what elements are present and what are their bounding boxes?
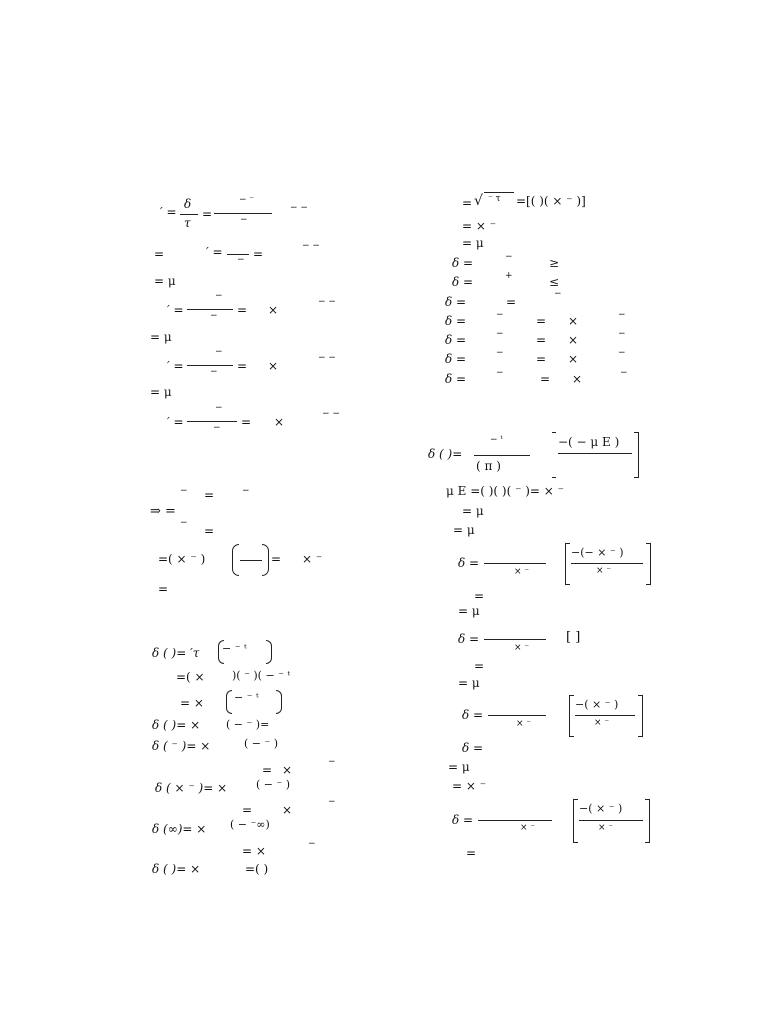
eq-fragment: = <box>474 659 485 673</box>
eq-fragment: −( × ⁻ ) <box>575 698 619 711</box>
eq-fragment: =( × ⁻ ) <box>158 552 206 566</box>
fraction-bar <box>187 421 237 422</box>
eq-fragment: √ <box>474 193 483 209</box>
eq-fragment: ′ = <box>160 205 177 219</box>
eq-fragment: ′ = <box>206 245 223 259</box>
eq-fragment: ′ = <box>167 303 184 317</box>
fraction-bar <box>579 820 643 821</box>
fraction-bar <box>240 560 262 561</box>
eq-fragment: = <box>204 488 215 502</box>
eq-fragment: −(− × ⁻ ) <box>571 546 624 559</box>
eq-fragment: [ ] <box>566 630 581 645</box>
eq-fragment: − <box>242 486 250 496</box>
right-bracket <box>645 799 650 843</box>
eq-fragment: × ⁻ <box>514 643 530 653</box>
eq-fragment: δ = <box>452 256 474 270</box>
eq-fragment: × <box>568 314 579 328</box>
eq-fragment: −( × ⁻ ) <box>579 802 623 815</box>
eq-fragment: δ = <box>458 556 480 570</box>
eq-fragment: × ⁻ <box>520 823 536 833</box>
eq-fragment: = μ <box>150 385 172 399</box>
eq-fragment: = μ <box>462 504 484 518</box>
eq-fragment: − <box>308 839 316 849</box>
right-bracket <box>634 432 639 478</box>
eq-fragment: − <box>215 347 223 357</box>
eq-fragment: δ = <box>452 813 474 827</box>
left-paren <box>218 640 224 664</box>
radical-bar <box>484 192 514 193</box>
eq-fragment: δ ( × ⁻ )= × <box>155 781 228 795</box>
eq-fragment: − <box>213 423 221 433</box>
eq-fragment: μ E =( )( )( ⁻ )= × ⁻ <box>446 484 564 498</box>
eq-fragment: =[( )( × ⁻ )] <box>516 194 586 208</box>
fraction-bar <box>180 214 198 215</box>
right-paren <box>266 640 272 664</box>
eq-fragment: = × ⁻ <box>462 219 497 233</box>
eq-fragment: = μ <box>154 274 176 288</box>
eq-fragment: δ = <box>445 314 467 328</box>
eq-fragment: − <box>328 757 336 767</box>
eq-fragment: δ = <box>452 275 474 289</box>
eq-fragment: δ = <box>462 741 484 755</box>
fraction-bar <box>187 309 233 310</box>
eq-fragment: − <box>496 368 504 378</box>
eq-fragment: × ⁻ <box>516 719 532 729</box>
eq-fragment: × <box>268 303 279 317</box>
right-bracket <box>638 695 643 737</box>
eq-fragment: = <box>271 552 282 566</box>
eq-fragment: − <box>505 252 513 262</box>
eq-fragment: − <box>215 403 223 413</box>
eq-fragment: = <box>237 359 248 373</box>
fraction-bar <box>488 715 546 716</box>
left-bracket <box>552 432 556 478</box>
eq-fragment: −( − μ E ) <box>558 435 620 449</box>
right-paren <box>276 690 282 714</box>
eq-fragment: δ = <box>445 333 467 347</box>
eq-fragment: × <box>274 415 285 429</box>
eq-fragment: δ = <box>445 352 467 366</box>
eq-fragment: − − <box>318 353 336 363</box>
eq-fragment: ≤ <box>549 275 560 289</box>
eq-fragment: − <box>180 486 188 496</box>
eq-fragment: − <box>620 368 628 378</box>
eq-fragment: − <box>554 289 562 299</box>
eq-fragment: × <box>572 372 583 386</box>
eq-fragment: =( × <box>176 670 205 684</box>
eq-fragment: δ (∞)= × <box>152 822 207 836</box>
eq-fragment: − <box>240 215 248 225</box>
left-bracket <box>565 543 570 585</box>
fraction-bar <box>474 455 530 456</box>
eq-fragment: − <box>496 310 504 320</box>
eq-fragment: ( − ⁻∞) <box>230 818 270 831</box>
eq-fragment: = <box>536 352 547 366</box>
eq-fragment: × ⁻ <box>598 823 614 833</box>
eq-fragment: δ = <box>458 632 480 646</box>
eq-fragment: δ <box>184 197 192 211</box>
eq-fragment: = <box>154 247 165 261</box>
eq-fragment: = <box>540 372 551 386</box>
fraction-bar <box>187 365 233 366</box>
eq-fragment: − <box>237 255 245 265</box>
eq-fragment: − − <box>290 203 308 213</box>
eq-fragment: ( π ) <box>476 459 501 473</box>
eq-fragment: δ ( )= × <box>152 718 201 732</box>
eq-fragment: ′ = <box>167 415 184 429</box>
eq-fragment: − <box>328 797 336 807</box>
eq-fragment: ( − ⁻ ) <box>244 737 279 750</box>
eq-fragment: × ⁻ <box>596 566 612 576</box>
eq-fragment: − <box>215 291 223 301</box>
fraction-bar <box>478 820 552 821</box>
eq-fragment: = μ <box>462 236 484 250</box>
left-bracket <box>573 799 578 843</box>
eq-fragment: × <box>568 352 579 366</box>
eq-fragment: δ ( ⁻ )= × <box>152 739 211 753</box>
eq-fragment: × ⁻ <box>594 718 610 728</box>
eq-fragment: − <box>618 329 626 339</box>
eq-fragment: ⁻ τ <box>488 194 501 204</box>
eq-fragment: =( ) <box>245 862 269 876</box>
eq-fragment: = <box>506 295 517 309</box>
eq-fragment: × <box>568 333 579 347</box>
right-paren <box>262 544 269 576</box>
eq-fragment: = <box>242 803 253 817</box>
eq-fragment: = μ <box>453 523 475 537</box>
eq-fragment: × <box>268 359 279 373</box>
eq-fragment: ( − ⁻ ) <box>256 778 291 791</box>
fraction-bar <box>484 563 546 564</box>
eq-fragment: = × <box>242 844 266 858</box>
eq-fragment: = × <box>180 696 204 710</box>
eq-fragment: = <box>237 303 248 317</box>
eq-fragment: − <box>180 518 188 528</box>
eq-fragment: δ = <box>445 295 467 309</box>
right-bracket <box>646 543 651 585</box>
eq-fragment: − − <box>322 409 340 419</box>
eq-fragment: − − <box>318 297 336 307</box>
eq-fragment: = <box>158 582 169 596</box>
eq-fragment: = μ <box>150 330 172 344</box>
eq-fragment: = × ⁻ <box>452 779 487 793</box>
eq-fragment: = <box>536 333 547 347</box>
eq-fragment: = <box>462 196 473 210</box>
fraction-bar <box>484 639 546 640</box>
eq-fragment: ⇒ = <box>150 504 176 519</box>
eq-fragment: )( ⁻ )( − ⁻ ᵗ <box>232 669 291 682</box>
eq-fragment: = <box>262 763 273 777</box>
fraction-bar <box>571 563 643 564</box>
eq-fragment: − <box>210 311 218 321</box>
left-paren <box>232 544 239 576</box>
eq-fragment: δ = <box>445 372 467 386</box>
eq-fragment: δ = <box>462 708 484 722</box>
eq-fragment: − <box>496 348 504 358</box>
eq-fragment: ( − ⁻ )= <box>226 718 270 731</box>
eq-fragment: = <box>204 524 215 538</box>
eq-fragment: × <box>282 803 293 817</box>
fraction-bar <box>214 213 272 214</box>
eq-fragment: + <box>505 271 513 281</box>
eq-fragment: δ ( )= ′τ <box>152 646 200 660</box>
eq-fragment: − ⁻ <box>239 195 255 205</box>
eq-fragment: − <box>618 310 626 320</box>
eq-fragment: = μ <box>458 676 480 690</box>
eq-fragment: ′ = <box>167 359 184 373</box>
eq-fragment: ≥ <box>549 256 560 270</box>
eq-fragment: × <box>282 763 293 777</box>
eq-fragment: δ ( )= <box>428 447 463 461</box>
eq-fragment: = μ <box>458 604 480 618</box>
left-paren <box>226 690 232 714</box>
eq-fragment: − <box>618 348 626 358</box>
eq-fragment: − − <box>302 241 320 251</box>
eq-fragment: − ⁻ ᵗ <box>234 691 259 704</box>
eq-fragment: τ <box>184 216 191 230</box>
eq-fragment: − <box>210 367 218 377</box>
eq-fragment: = μ <box>448 760 470 774</box>
fraction-bar <box>558 453 632 454</box>
eq-fragment: δ ( )= × <box>152 862 201 876</box>
eq-fragment: − ᵗ <box>490 435 503 445</box>
left-bracket <box>569 695 574 737</box>
eq-fragment: × ⁻ <box>302 552 323 566</box>
eq-fragment: = <box>466 846 477 860</box>
eq-fragment: = <box>474 589 485 603</box>
eq-fragment: = <box>253 247 264 261</box>
fraction-bar <box>575 715 635 716</box>
eq-fragment: × ⁻ <box>514 567 530 577</box>
eq-fragment: = <box>202 207 213 221</box>
eq-fragment: = <box>536 314 547 328</box>
eq-fragment: = <box>241 415 252 429</box>
eq-fragment: − ⁻ ᵗ <box>222 642 247 655</box>
eq-fragment: − <box>496 329 504 339</box>
